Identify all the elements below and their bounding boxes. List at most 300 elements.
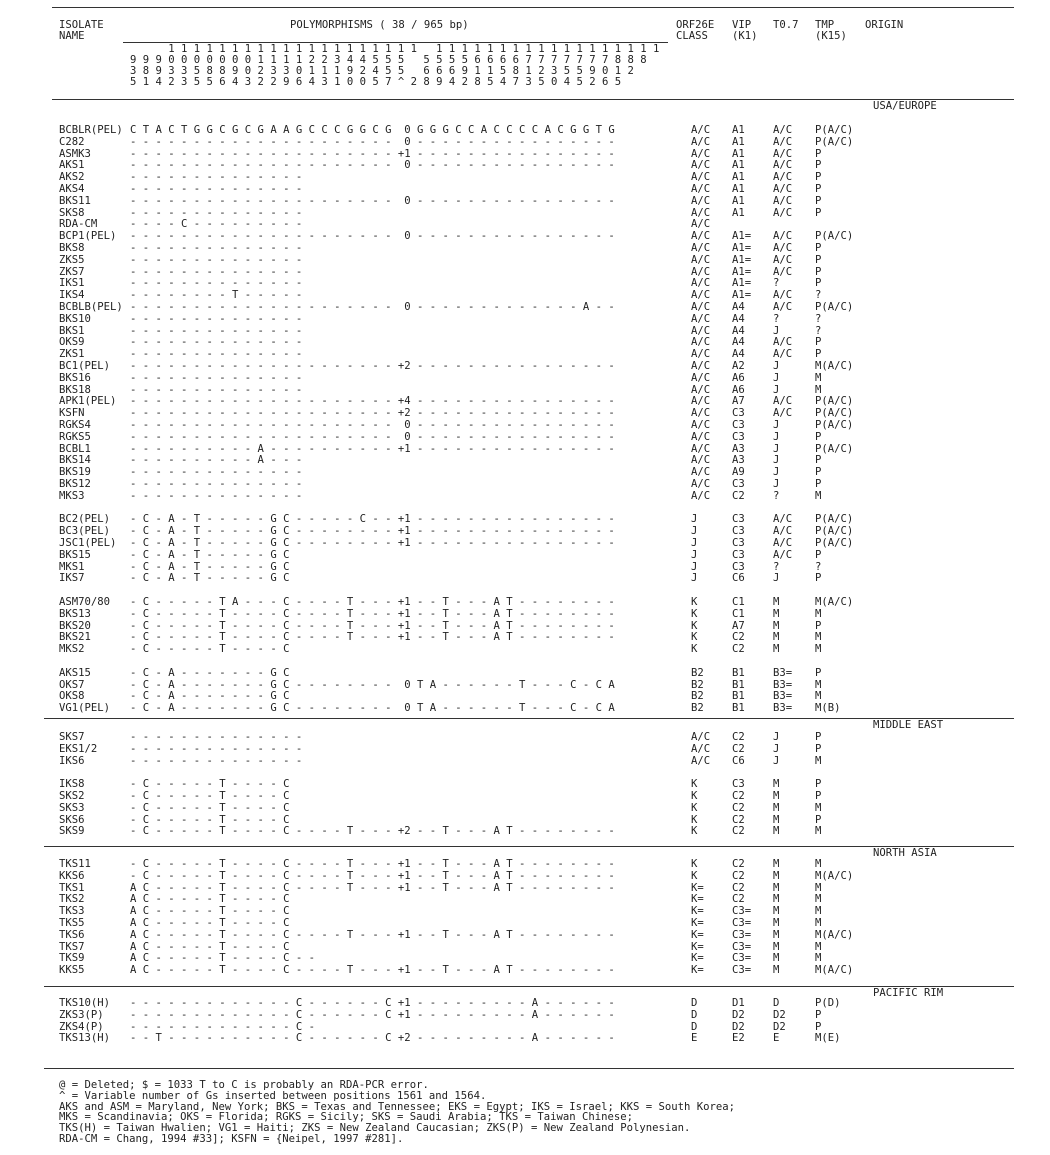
- footnote-line: RDA-CM = Chang, 1994 #33]; KSFN = {Neipel, 1997 #281].: [59, 1133, 404, 1145]
- tmp-type: P: [815, 1020, 822, 1033]
- isolate-name: IKS8: [59, 778, 85, 791]
- sequence: - C - - - - - T - - - - C: [130, 790, 290, 802]
- t07-type: B3=: [773, 666, 793, 679]
- vip-type: A3: [732, 442, 745, 455]
- position-row-1: 1 1 1 1 1 1 1 1 1 1 1 1 1 1 1 1 1 1 1 1 1 1 1 1 1 1 1 1 1 1 1 1 1 1 1 1 1 1: [130, 43, 660, 55]
- t07-type: M: [773, 940, 780, 953]
- tmp-type: P: [815, 206, 822, 219]
- orf26e-class: K: [691, 790, 698, 802]
- isolate-name: ZKS3(P): [59, 1008, 104, 1021]
- isolate-name: KKS5: [59, 964, 85, 977]
- orf26e-class: A/C: [691, 135, 711, 148]
- sequence: - - - - - - - - - - - - - - - - - - - - - 0 - - - - - - - - - - - - - - - -: [130, 194, 615, 207]
- isolate-name: IKS7: [59, 572, 85, 585]
- isolate-name: JSC1(PEL): [59, 537, 117, 549]
- orf26e-class: A/C: [691, 277, 711, 290]
- sequence: - - - - - - - - - - - - - -: [130, 183, 303, 195]
- isolate-name: TKS6: [59, 928, 85, 941]
- origin-header: ORIGIN: [865, 19, 904, 31]
- vip-type: E2: [732, 1032, 745, 1045]
- isolate-name: IKS1: [59, 277, 85, 290]
- position-row-3: 3 8 9 3 3 5 8 8 9 0 2 3 3 0 1 1 1 9 2 4 5 5 6 6 6 9 1 1 5 8 1 2 3 5 5 9 0 1 2: [130, 65, 634, 77]
- t07-type: J: [773, 754, 780, 767]
- t07-type: A/C: [773, 124, 793, 136]
- orf26e-class: A/C: [691, 230, 711, 243]
- t07-type: A/C: [773, 348, 793, 361]
- vip-header: VIP (K1): [732, 19, 758, 42]
- tmp-type: P(A/C): [815, 301, 854, 313]
- sequence: - C - A - - - - - - - G C: [130, 666, 290, 679]
- orf26e-class: K: [691, 858, 698, 870]
- isolate-name: BKS8: [59, 242, 85, 254]
- sequence: - C - A - T - - - - - G C - - - - - - - - +1 - - - - - - - - - - - - - - - -: [130, 525, 615, 538]
- t07-type: A/C: [773, 147, 793, 160]
- isolate-name: BKS13: [59, 607, 91, 620]
- vip-type: A1=: [732, 289, 752, 302]
- sequence: - C - A - - - - - - - G C: [130, 690, 290, 703]
- sequence: - - - - - - - - - - - - - -: [130, 253, 303, 266]
- sequence: - - - - - - - - - - - - - -: [130, 336, 303, 349]
- sequence: - - - - - - - - - - - - - - - - - - - - - 0 - - - - - - - - - - - - - - - -: [130, 135, 615, 148]
- t07-type: J: [773, 371, 780, 384]
- vip-type: C3: [732, 478, 745, 490]
- t07-type: M: [773, 778, 780, 791]
- sequence: - - - - - - - - - - - - - -: [130, 265, 303, 278]
- orf26e-class: K=: [691, 917, 704, 929]
- t07-type: M: [773, 952, 780, 965]
- tmp-type: M: [815, 881, 822, 894]
- t07-type: A/C: [773, 265, 793, 278]
- sequence: - - - - - - - - - - - - - - - - - - - - - +2 - - - - - - - - - - - - - - - -: [130, 360, 615, 372]
- isolate-name: TKS7: [59, 940, 85, 953]
- orf26e-class: A/C: [691, 731, 711, 743]
- orf26e-class: A/C: [691, 159, 711, 172]
- isolate-name: AKS1: [59, 159, 85, 172]
- footnote-line: AKS and ASM = Maryland, New York; BKS = Texas and Tennessee; EKS = Egypt; IKS = Israel; KKS = South Korea;: [59, 1100, 736, 1113]
- orf26e-class: A/C: [691, 454, 711, 467]
- sequence: - - T - - - - - - - - - - C - - - - - - C +2 - - - - - - - - - A - - - - - -: [130, 1032, 615, 1045]
- tmp-type: P: [815, 194, 822, 207]
- footnote-line: MKS = Scandinavia; OKS = Florida; RGKS = Sicily; SKS = Saudi Arabia; TKS = Taiwan Chinese;: [59, 1111, 634, 1124]
- vip-type: A2: [732, 360, 745, 372]
- orf26e-class: B2: [691, 666, 704, 679]
- vip-type: A4: [732, 348, 745, 361]
- footnote-line: ^ = Variable number of Gs inserted between positions 1561 and 1564.: [59, 1089, 487, 1102]
- sequence: - C - A - - - - - - - G C - - - - - - - - 0 T A - - - - - - T - - - C - C A: [130, 702, 615, 715]
- sequence: - - - - - - - - - - - - - - - - - - - - - 0 - - - - - - - - - - - - - A - -: [130, 301, 615, 313]
- tmp-type: M: [815, 952, 822, 965]
- t07-type: J: [773, 466, 780, 479]
- isolate-name: SKS8: [59, 206, 85, 219]
- isolate-name: ZKS4(P): [59, 1020, 104, 1033]
- tmp-type: M(A/C): [815, 928, 854, 941]
- footnote-line: @ = Deleted; $ = 1033 T to C is probably an RDA-PCR error.: [59, 1079, 429, 1091]
- sequence: - - - - - - - - - - - - - -: [130, 742, 303, 755]
- t07-type: M: [773, 858, 780, 870]
- tmp-type: P: [815, 790, 822, 802]
- tmp-type: P: [815, 430, 822, 443]
- tmp-type: P: [815, 1008, 822, 1021]
- t07-type: J: [773, 360, 780, 372]
- isolate-name: KSFN: [59, 407, 85, 420]
- tmp-type: P: [815, 619, 822, 632]
- t07-type: A/C: [773, 289, 793, 302]
- sequence: - - - - - - - - - - - - - - - - - - - - - 0 - - - - - - - - - - - - - - - -: [130, 419, 615, 431]
- orf26e-class: J: [691, 525, 698, 538]
- tmp-type: M: [815, 893, 822, 906]
- t07-type: A/C: [773, 395, 793, 408]
- isolate-name: IKS4: [59, 289, 85, 302]
- vip-type: A7: [732, 619, 745, 632]
- vip-type: C3=: [732, 905, 752, 918]
- tmp-type: P(A/C): [815, 419, 854, 431]
- tmp-type: P(A/C): [815, 135, 854, 148]
- isolate-name: BKS11: [59, 194, 91, 207]
- isolate-name: SKS2: [59, 790, 85, 802]
- t07-type: J: [773, 419, 780, 431]
- t07-type: B3=: [773, 690, 793, 703]
- isolate-name: ASMK3: [59, 147, 91, 160]
- orf26e-class: A/C: [691, 360, 711, 372]
- region-label: USA/EUROPE: [873, 100, 937, 112]
- orf26e-class: A/C: [691, 218, 711, 231]
- isolate-name: ASM70/80: [59, 596, 111, 608]
- isolate-name: OKS8: [59, 690, 85, 703]
- isolate-name: BKS10: [59, 312, 91, 325]
- sequence: - - - - - - - - - - - - - -: [130, 324, 303, 337]
- sequence: - - - - - - - - - - - - - -: [130, 348, 303, 361]
- t07-type: ?: [773, 489, 780, 502]
- orf26e-class: A/C: [691, 265, 711, 278]
- t07-type: J: [773, 454, 780, 467]
- orf26e-class: D: [691, 1020, 698, 1033]
- vip-type: A4: [732, 312, 745, 325]
- vip-type: A1: [732, 135, 745, 148]
- t07-type: M: [773, 881, 780, 894]
- orf26e-class: A/C: [691, 206, 711, 219]
- tmp-type: P: [815, 183, 822, 195]
- sequence: - - - - - - - - - - - - - -: [130, 171, 303, 184]
- vip-type: A1=: [732, 253, 752, 266]
- tmp-type: P(A/C): [815, 442, 854, 455]
- region-label: PACIFIC RIM: [873, 987, 944, 999]
- orf26e-class: B2: [691, 702, 704, 715]
- orf26e-class: K: [691, 778, 698, 791]
- orf26e-class: A/C: [691, 289, 711, 302]
- isolate-name: OKS9: [59, 336, 85, 349]
- t07-type: M: [773, 607, 780, 620]
- t07-type: A/C: [773, 407, 793, 420]
- isolate-name: TKS9: [59, 952, 85, 965]
- isolate-name: SKS6: [59, 813, 85, 826]
- t07-type: D2: [773, 1008, 786, 1021]
- vip-type: A1: [732, 183, 745, 195]
- vip-type: A4: [732, 301, 745, 313]
- orf26e-class: A/C: [691, 754, 711, 767]
- orf26e-class: E: [691, 1032, 698, 1045]
- sequence: - C - - - - - T - - - - C - - - - T - - - +1 - - T - - - A T - - - - - - - -: [130, 607, 615, 620]
- isolate-name: BKS19: [59, 466, 91, 479]
- sequence: - C - - - - - T - - - - C - - - - T - - - +1 - - T - - - A T - - - - - - - -: [130, 631, 615, 644]
- vip-type: C2: [732, 858, 745, 870]
- sequence: - C - A - T - - - - - G C: [130, 560, 290, 573]
- vip-type: C2: [732, 643, 745, 656]
- vip-type: C2: [732, 631, 745, 644]
- isolate-name: VG1(PEL): [59, 702, 111, 715]
- orf26e-class: K=: [691, 952, 704, 965]
- sequence: - C - - - - - T - - - - C: [130, 643, 290, 656]
- t07-type: M: [773, 905, 780, 918]
- t07-type: M: [773, 964, 780, 977]
- isolate-name: EKS1/2: [59, 742, 98, 755]
- tmp-type: M(A/C): [815, 869, 854, 882]
- isolate-name: BKS21: [59, 631, 91, 644]
- isolate-name: RDA-CM: [59, 218, 98, 231]
- orf26e-class: A/C: [691, 324, 711, 337]
- tmp-type: P(A/C): [815, 525, 854, 538]
- orf26e-class-header: ORF26E CLASS: [676, 19, 715, 42]
- isolate-name: SKS7: [59, 731, 85, 743]
- tmp-type: P(A/C): [815, 230, 854, 243]
- t07-type: M: [773, 813, 780, 826]
- orf26e-class: A/C: [691, 478, 711, 490]
- orf26e-class: D: [691, 1008, 698, 1021]
- tmp-type: M: [815, 825, 822, 838]
- t07-type: ?: [773, 277, 780, 290]
- t07-type: A/C: [773, 206, 793, 219]
- vip-type: C3: [732, 560, 745, 573]
- vip-type: C2: [732, 893, 745, 906]
- footnote-rule: [44, 1068, 1014, 1069]
- orf26e-class: K: [691, 631, 698, 644]
- vip-type: C3: [732, 537, 745, 549]
- tmp-type: ?: [815, 312, 822, 325]
- vip-type: A1=: [732, 242, 752, 254]
- t07-type: A/C: [773, 159, 793, 172]
- vip-type: D2: [732, 1020, 745, 1033]
- vip-type: C2: [732, 869, 745, 882]
- vip-type: A1=: [732, 277, 752, 290]
- sequence: - C - - - - - T - - - - C: [130, 813, 290, 826]
- sequence: - - - - - - - - - - - - - -: [130, 371, 303, 384]
- t07-type: A/C: [773, 253, 793, 266]
- t07-type: J: [773, 742, 780, 755]
- sequence: A C - - - - - T - - - - C: [130, 940, 290, 953]
- orf26e-class: B2: [691, 690, 704, 703]
- t07-type: D: [773, 997, 780, 1009]
- tmp-type: P: [815, 478, 822, 490]
- t07-type: M: [773, 596, 780, 608]
- isolate-name: TKS3: [59, 905, 85, 918]
- isolate-name: AKS4: [59, 183, 85, 195]
- orf26e-class: A/C: [691, 371, 711, 384]
- isolate-name: BKS15: [59, 548, 91, 561]
- sequence: - - - - - - - - - - - - - - - - - - - - - +4 - - - - - - - - - - - - - - - -: [130, 395, 615, 408]
- vip-type: C2: [732, 813, 745, 826]
- position-row-2: 9 9 9 0 0 0 0 0 0 0 1 1 1 1 2 2 3 4 4 5 5 5 5 5 5 5 6 6 6 6 7 7 7 7 7 7 7 8 8 8: [130, 54, 647, 66]
- orf26e-class: A/C: [691, 383, 711, 396]
- sequence: - - - - - - - - - - - - - -: [130, 478, 303, 490]
- sequence: - - - - - - - - - - - - - -: [130, 466, 303, 479]
- section-rule: [44, 846, 1014, 847]
- sequence: - - - - - - - - - - A - - -: [130, 454, 303, 467]
- tmp-type: M: [815, 678, 822, 691]
- tmp-type: M: [815, 917, 822, 929]
- orf26e-class: J: [691, 537, 698, 549]
- vip-type: C2: [732, 742, 745, 755]
- orf26e-class: A/C: [691, 124, 711, 136]
- vip-type: C1: [732, 596, 745, 608]
- tmp-type: M: [815, 643, 822, 656]
- orf26e-class: A/C: [691, 430, 711, 443]
- vip-type: C6: [732, 572, 745, 585]
- tmp-type: M: [815, 905, 822, 918]
- orf26e-class: A/C: [691, 348, 711, 361]
- tmp-type: P: [815, 813, 822, 826]
- tmp-type: M: [815, 371, 822, 384]
- vip-type: A1: [732, 171, 745, 184]
- isolate-name: BKS18: [59, 383, 91, 396]
- t07-type: A/C: [773, 171, 793, 184]
- isolate-name: BC3(PEL): [59, 525, 111, 538]
- t07-type: A/C: [773, 301, 793, 313]
- sequence: - C - - - - - T A - - - C - - - - T - - - +1 - - T - - - A T - - - - - - - -: [130, 596, 615, 608]
- isolate-name: KKS6: [59, 869, 85, 882]
- t07-type: E: [773, 1032, 780, 1045]
- tmp-type: P: [815, 548, 822, 561]
- orf26e-class: A/C: [691, 312, 711, 325]
- tmp-type: M(A/C): [815, 596, 854, 608]
- tmp-type: P: [815, 265, 822, 278]
- t07-type: A/C: [773, 135, 793, 148]
- orf26e-class: A/C: [691, 419, 711, 431]
- vip-type: C6: [732, 754, 745, 767]
- isolate-name: BKS14: [59, 454, 91, 467]
- vip-type: B1: [732, 678, 745, 691]
- tmp-type: P(A/C): [815, 537, 854, 549]
- orf26e-class: J: [691, 560, 698, 573]
- tmp-type: ?: [815, 324, 822, 337]
- isolate-name: MKS1: [59, 560, 85, 573]
- isolate-name: MKS2: [59, 643, 85, 656]
- orf26e-class: K=: [691, 940, 704, 953]
- orf26e-class: K=: [691, 881, 704, 894]
- vip-type: C3: [732, 525, 745, 538]
- vip-type: C3: [732, 407, 745, 420]
- vip-type: C2: [732, 881, 745, 894]
- vip-type: B1: [732, 690, 745, 703]
- sequence: A C - - - - - T - - - - C: [130, 905, 290, 918]
- sequence: - - - - - - - - - - - - - - - - - - - - - +1 - - - - - - - - - - - - - - - -: [130, 147, 615, 160]
- position-row-4: 5 1 4 2 3 5 5 6 4 3 2 2 9 6 4 3 1 0 0 5 7 ^ 2 8 9 4 2 8 5 4 7 3 5 0 4 5 2 6 5: [130, 76, 622, 88]
- vip-type: A1: [732, 194, 745, 207]
- tmp-type: M: [815, 489, 822, 502]
- sequence: - - - - - - - - - - - - - C -: [130, 1020, 315, 1033]
- orf26e-class: A/C: [691, 407, 711, 420]
- tmp-type: M(A/C): [815, 360, 854, 372]
- isolate-name: TKS5: [59, 917, 85, 929]
- orf26e-class: A/C: [691, 194, 711, 207]
- sequence: - - - - - - - - - - - - - -: [130, 277, 303, 290]
- vip-type: C2: [732, 790, 745, 802]
- orf26e-class: K: [691, 619, 698, 632]
- isolate-name: TKS11: [59, 858, 91, 870]
- tmp-type: ?: [815, 560, 822, 573]
- vip-type: C3: [732, 430, 745, 443]
- region-label: NORTH ASIA: [873, 847, 937, 859]
- tmp-type: P: [815, 336, 822, 349]
- tmp-type: P: [815, 242, 822, 254]
- vip-type: D1: [732, 997, 745, 1009]
- tmp-type: P: [815, 666, 822, 679]
- t07-type: M: [773, 893, 780, 906]
- isolate-name: BKS16: [59, 371, 91, 384]
- tmp-type: P: [815, 277, 822, 290]
- t07-type: M: [773, 917, 780, 929]
- vip-type: A4: [732, 336, 745, 349]
- vip-type: A6: [732, 383, 745, 396]
- tmp-type: P(A/C): [815, 395, 854, 408]
- orf26e-class: B2: [691, 678, 704, 691]
- isolate-name: SKS3: [59, 801, 85, 814]
- isolate-name: RGKS5: [59, 430, 91, 443]
- vip-type: C2: [732, 825, 745, 838]
- vip-type: B1: [732, 702, 745, 715]
- orf26e-class: K: [691, 813, 698, 826]
- isolate-name: C282: [59, 135, 85, 148]
- orf26e-class: K: [691, 825, 698, 838]
- isolate-name: ZKS1: [59, 348, 85, 361]
- isolate-name: BC1(PEL): [59, 360, 111, 372]
- t07-type: M: [773, 928, 780, 941]
- orf26e-class: K: [691, 869, 698, 882]
- sequence: - - - - - - - - - - - - - - - - - - - - - 0 - - - - - - - - - - - - - - - -: [130, 159, 615, 172]
- tmp-type: M: [815, 631, 822, 644]
- t07-type: ?: [773, 560, 780, 573]
- sequence: A C - - - - - T - - - - C - - - - T - - - +1 - - T - - - A T - - - - - - - -: [130, 881, 615, 894]
- isolate-name: TKS2: [59, 893, 85, 906]
- vip-type: A4: [732, 324, 745, 337]
- t07-type: J: [773, 430, 780, 443]
- section-rule: [44, 986, 1014, 987]
- vip-type: B1: [732, 666, 745, 679]
- orf26e-class: A/C: [691, 253, 711, 266]
- isolate-name: RGKS4: [59, 419, 91, 431]
- t07-header: T0.7: [773, 19, 799, 31]
- t07-type: B3=: [773, 702, 793, 715]
- vip-type: C2: [732, 801, 745, 814]
- tmp-type: P: [815, 778, 822, 791]
- tmp-type: P: [815, 159, 822, 172]
- orf26e-class: J: [691, 572, 698, 585]
- orf26e-class: A/C: [691, 242, 711, 254]
- vip-type: D2: [732, 1008, 745, 1021]
- t07-type: A/C: [773, 183, 793, 195]
- orf26e-class: A/C: [691, 147, 711, 160]
- orf26e-class: J: [691, 513, 698, 526]
- tmp-type: M: [815, 383, 822, 396]
- isolate-name: IKS6: [59, 754, 85, 767]
- tmp-type: P: [815, 731, 822, 743]
- vip-type: C3=: [732, 964, 752, 977]
- orf26e-class: J: [691, 548, 698, 561]
- t07-type: M: [773, 619, 780, 632]
- vip-type: C3: [732, 419, 745, 431]
- t07-type: J: [773, 572, 780, 585]
- orf26e-class: A/C: [691, 183, 711, 195]
- sequence: - C - - - - - T - - - - C: [130, 778, 290, 791]
- orf26e-class: K: [691, 607, 698, 620]
